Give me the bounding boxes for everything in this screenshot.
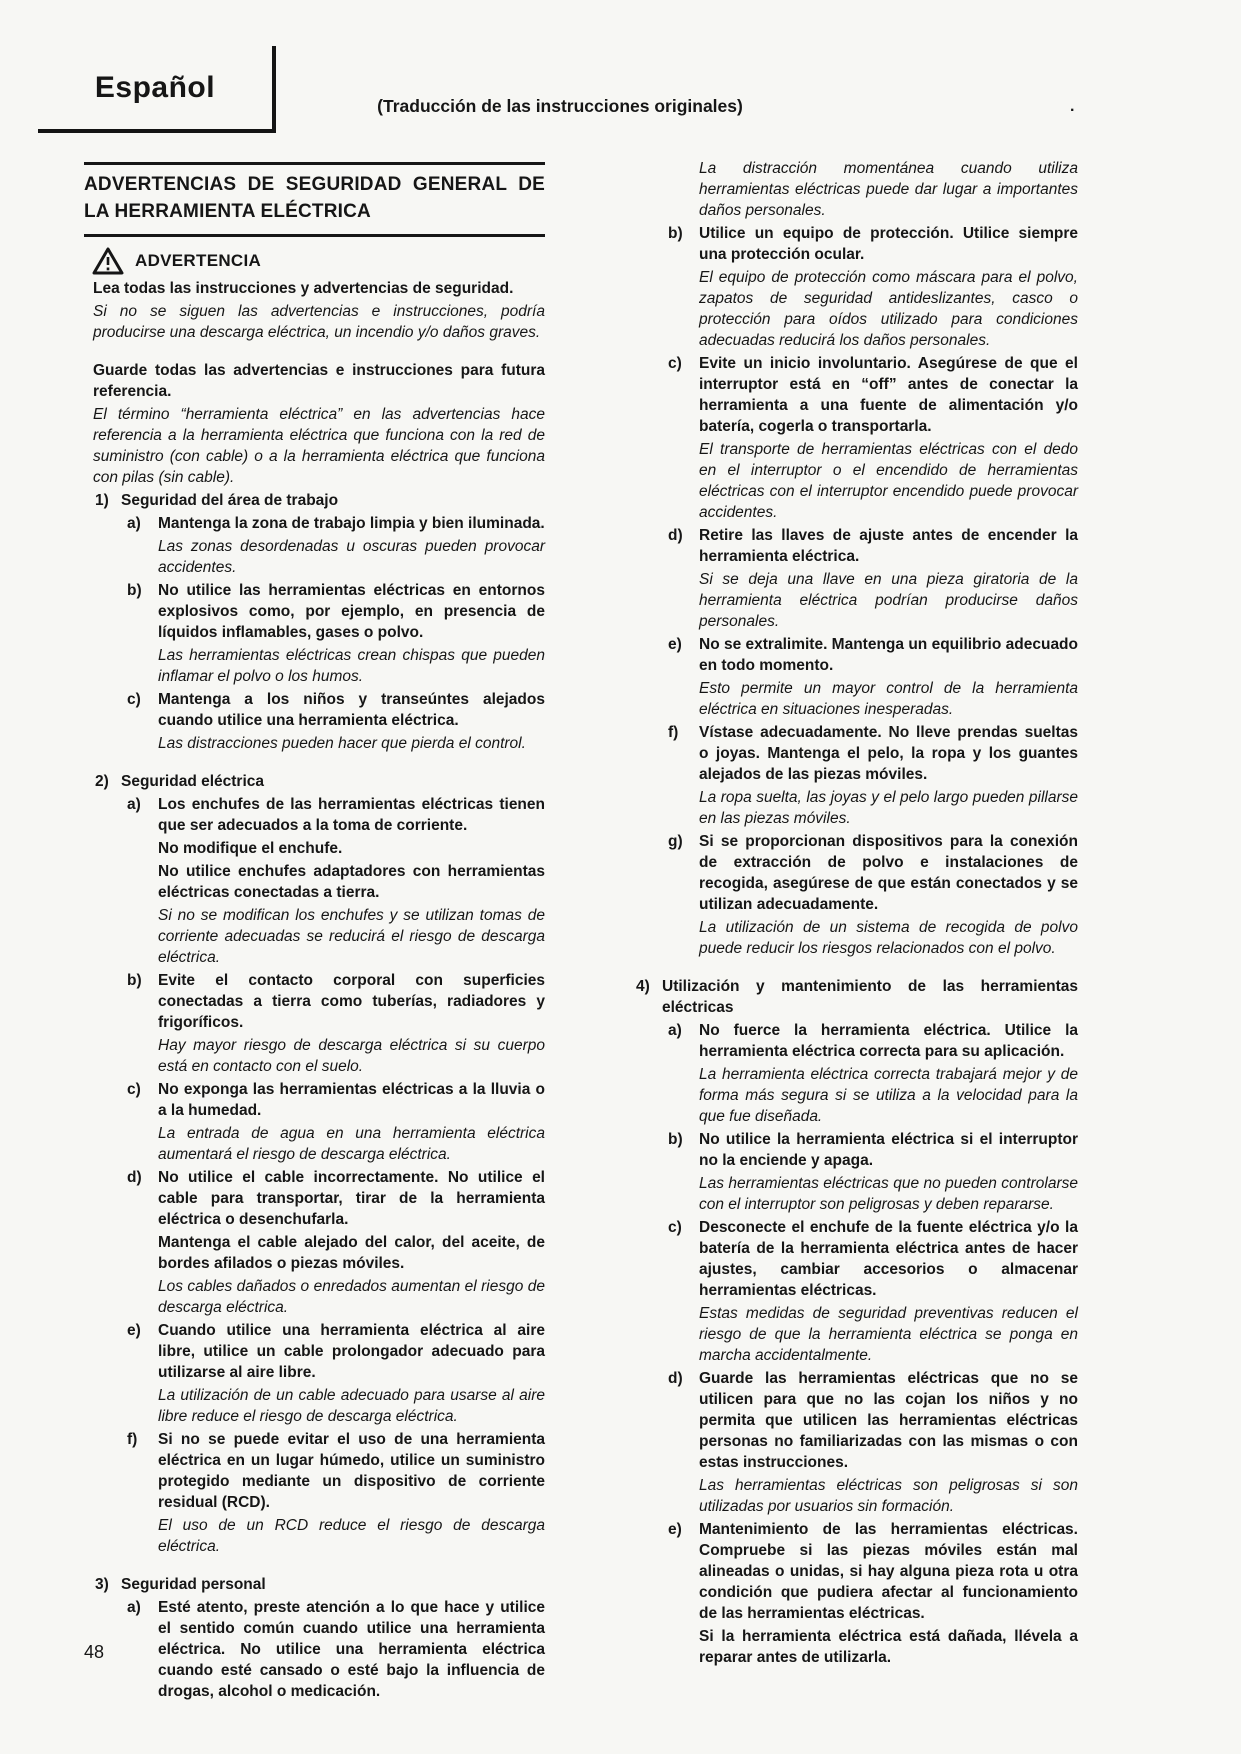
item-label: 1): [95, 492, 109, 510]
item-text: Desconecte el enchufe de la fuente eléctrica y/o la batería de la herramienta eléctrica antes de hacer ajustes, cambiar accesorios o almacenar herramientas eléctricas.: [699, 1219, 1078, 1299]
list-item-b: [127, 580, 545, 643]
right-column-text: [625, 158, 1078, 1668]
list-item-c: [127, 1079, 545, 1121]
list-item-a: [127, 513, 545, 534]
item-label: d): [668, 1370, 683, 1387]
item-text: Utilice un equipo de protección. Utilice siempre una protección ocular.: [699, 225, 1078, 263]
item-label: g): [668, 833, 683, 850]
item-text: Evite el contacto corporal con superficies conectadas a tierra como tuberías, radiadores y frigoríficos.: [158, 972, 545, 1032]
list-item-a: [668, 1020, 1078, 1062]
paragraph: La utilización de un cable adecuado para usarse al aire libre reduce el riesgo de descarga eléctrica.: [158, 1387, 545, 1426]
item-label: e): [127, 1322, 141, 1340]
left-column: [84, 162, 545, 1704]
warning-label: ADVERTENCIA: [135, 251, 262, 271]
paragraph: Las distracciones pueden hacer que pierda el control.: [158, 735, 526, 753]
list-item-e: [127, 1320, 545, 1383]
scan-artifact-dot: .: [1070, 98, 1075, 115]
list-item-c: [668, 1217, 1078, 1301]
paragraph: Las herramientas eléctricas que no pueden controlarse con el interruptor son peligrosas y deben repararse.: [699, 1175, 1078, 1213]
item-label: f): [127, 1431, 138, 1449]
item-text: Seguridad personal: [121, 1576, 266, 1594]
paragraph: Las zonas desordenadas u oscuras pueden provocar accidentes.: [158, 538, 545, 577]
list-item-c: [668, 353, 1078, 437]
paragraph: No utilice enchufes adaptadores con herramientas eléctricas conectadas a tierra.: [158, 863, 545, 902]
paragraph: Si se deja una llave en una pieza giratoria de la herramienta eléctrica podrían producirse daños personales.: [699, 571, 1078, 630]
item-label: c): [668, 355, 682, 372]
list-item-b: [668, 1129, 1078, 1171]
item-text: Si no se puede evitar el uso de una herramienta eléctrica en un lugar húmedo, utilice un suministro protegido mediante un dispositivo de corriente residual (RCD).: [158, 1431, 545, 1512]
spacer: [625, 961, 1078, 976]
list-item-d: [127, 1167, 545, 1230]
section-heading-3: [95, 1574, 545, 1595]
section-heading-4: [636, 976, 1078, 1018]
item-text: Guarde las herramientas eléctricas que no se utilicen para que no las cojan los niños y no permita que utilicen las herramientas eléctricas personas no familiarizadas con las mismas o con estas instrucciones.: [699, 1370, 1078, 1471]
item-text: No utilice las herramientas eléctricas en entornos explosivos como, por ejemplo, en presencia de líquidos inflamables, gases o polvo.: [158, 582, 545, 642]
item-label: b): [127, 582, 142, 600]
item-label: c): [668, 1219, 682, 1236]
section-title: ADVERTENCIAS DE SEGURIDAD GENERAL DE LA HERRAMIENTA ELÉCTRICA: [84, 162, 545, 237]
paragraph: Mantenga el cable alejado del calor, del aceite, de bordes afilados o piezas móviles.: [158, 1234, 545, 1273]
paragraph: Guarde todas las advertencias e instrucciones para futura referencia.: [93, 362, 545, 401]
item-label: a): [127, 515, 141, 533]
paragraph: Los cables dañados o enredados aumentan el riesgo de descarga eléctrica.: [158, 1278, 545, 1317]
list-item-e: [668, 634, 1078, 676]
item-label: 2): [95, 773, 109, 791]
item-text: Si se proporcionan dispositivos para la conexión de extracción de polvo e instalaciones de recogida, asegúrese de que están conectados y se utilizan adecuadamente.: [699, 833, 1078, 913]
item-label: e): [668, 1521, 682, 1538]
list-item-f: [127, 1429, 545, 1513]
paragraph: El término “herramienta eléctrica” en las advertencias hace referencia a la herramienta eléctrica que funciona con la red de suministro (con cable) o a la herramienta eléctrica que funciona con pilas (sin cable).: [93, 406, 545, 487]
item-text: No fuerce la herramienta eléctrica. Utilice la herramienta eléctrica correcta para su aplicación.: [699, 1022, 1078, 1060]
language-label: Español: [94, 70, 216, 104]
item-label: b): [668, 225, 683, 242]
list-item-f: [668, 722, 1078, 785]
item-label: c): [127, 1081, 141, 1099]
item-label: b): [668, 1131, 683, 1148]
paragraph: El equipo de protección como máscara para el polvo, zapatos de seguridad antideslizantes, casco o protección para oídos utilizado para condiciones adecuadas reducirá los daños personales.: [699, 269, 1078, 349]
paragraph: Estas medidas de seguridad preventivas reducen el riesgo de que la herramienta eléctrica se ponga en marcha accidentalmente.: [699, 1305, 1078, 1364]
item-text: Mantenga la zona de trabajo limpia y bien iluminada.: [158, 515, 545, 533]
item-text: Mantenimiento de las herramientas eléctricas. Compruebe si las piezas móviles están mal alineadas o unidas, si hay alguna pieza rota u otra condición que pudiera afectar al funcionamiento de las herramientas eléctricas.: [699, 1521, 1078, 1622]
paragraph: La ropa suelta, las joyas y el pelo largo pueden pillarse en las piezas móviles.: [699, 789, 1078, 827]
item-text: No utilice la herramienta eléctrica si el interruptor no la enciende y apaga.: [699, 1131, 1078, 1169]
spacer: [84, 345, 545, 360]
paragraph: La entrada de agua en una herramienta eléctrica aumentará el riesgo de descarga eléctrica.: [158, 1125, 545, 1164]
paragraph: Lea todas las instrucciones y advertencias de seguridad.: [93, 280, 514, 298]
item-text: Seguridad eléctrica: [121, 773, 265, 791]
spacer: [84, 756, 545, 771]
left-column-text: [84, 278, 545, 1702]
paragraph: Si la herramienta eléctrica está dañada, llévela a reparar antes de utilizarla.: [699, 1628, 1078, 1666]
paragraph: No modifique el enchufe.: [158, 840, 343, 858]
paragraph: Si no se modifican los enchufes y se utilizan tomas de corriente adecuadas se reducirá el riesgo de descarga eléctrica.: [158, 907, 545, 967]
list-item-e: [668, 1519, 1078, 1624]
item-text: No utilice el cable incorrectamente. No utilice el cable para transportar, tirar de la herramienta eléctrica o desenchufarla.: [158, 1169, 545, 1229]
page-number: 48: [84, 1642, 105, 1662]
item-text: Los enchufes de las herramientas eléctricas tienen que ser adecuados a la toma de corriente.: [158, 796, 545, 835]
item-label: a): [127, 1599, 141, 1617]
list-item-b: [668, 223, 1078, 265]
spacer: [84, 1559, 545, 1574]
item-label: e): [668, 636, 682, 653]
list-item-d: [668, 1368, 1078, 1473]
item-label: d): [668, 527, 683, 544]
item-label: c): [127, 691, 141, 709]
right-column: [625, 158, 1078, 1670]
item-text: No se extralimite. Mantenga un equilibrio adecuado en todo momento.: [699, 636, 1078, 674]
item-text: Esté atento, preste atención a lo que hace y utilice el sentido común cuando utilice una herramienta eléctrica. No utilice una herramienta eléctrica cuando esté cansado o esté bajo la influencia de drogas, alcohol o medicación.: [158, 1599, 545, 1701]
page-subtitle: (Traducción de las instrucciones originales): [377, 96, 743, 116]
language-tab: [38, 46, 276, 133]
item-label: f): [668, 724, 679, 741]
paragraph: El uso de un RCD reduce el riesgo de descarga eléctrica.: [158, 1517, 545, 1556]
list-item-a: [127, 794, 545, 836]
paragraph: La utilización de un sistema de recogida de polvo puede reducir los riesgos relacionados con el polvo.: [699, 919, 1078, 957]
item-label: 3): [95, 1576, 109, 1594]
paragraph: La herramienta eléctrica correcta trabajará mejor y de forma más segura si se utiliza a la velocidad para la que fue diseñada.: [699, 1066, 1078, 1125]
item-label: 4): [636, 978, 650, 995]
item-text: Utilización y mantenimiento de las herramientas eléctricas: [662, 978, 1078, 1016]
item-label: b): [127, 972, 142, 990]
warning-header: [92, 247, 545, 275]
item-text: Evite un inicio involuntario. Asegúrese de que el interruptor está en “off” antes de conectar la herramienta a una fuente de alimentación y/o batería, cogerla o transportarla.: [699, 355, 1078, 435]
paragraph: Las herramientas eléctricas crean chispas que pueden inflamar el polvo o los humos.: [158, 647, 545, 686]
paragraph: Esto permite un mayor control de la herramienta eléctrica en situaciones inesperadas.: [699, 680, 1078, 718]
item-text: Retire las llaves de ajuste antes de encender la herramienta eléctrica.: [699, 527, 1078, 565]
paragraph: Hay mayor riesgo de descarga eléctrica si su cuerpo está en contacto con el suelo.: [158, 1037, 545, 1076]
item-text: Seguridad del área de trabajo: [121, 492, 339, 510]
item-label: a): [127, 796, 141, 814]
list-item-b: [127, 970, 545, 1033]
item-text: No exponga las herramientas eléctricas a la lluvia o a la humedad.: [158, 1081, 545, 1120]
list-item-d: [668, 525, 1078, 567]
paragraph: La distracción momentánea cuando utiliza herramientas eléctricas puede dar lugar a importantes daños personales.: [699, 160, 1078, 219]
item-text: Vístase adecuadamente. No lleve prendas sueltas o joyas. Mantenga el pelo, la ropa y los guantes alejados de las piezas móviles.: [699, 724, 1078, 783]
item-label: a): [668, 1022, 682, 1039]
section-heading-2: [95, 771, 545, 792]
paragraph: Si no se siguen las advertencias e instrucciones, podría producirse una descarga eléctrica, un incendio y/o daños graves.: [93, 303, 545, 342]
item-text: Mantenga a los niños y transeúntes alejados cuando utilice una herramienta eléctrica.: [158, 691, 545, 730]
item-text: Cuando utilice una herramienta eléctrica al aire libre, utilice un cable prolongador adecuado para utilizarse al aire libre.: [158, 1322, 545, 1382]
paragraph: Las herramientas eléctricas son peligrosas si son utilizadas por usuarios sin formación.: [699, 1477, 1078, 1515]
item-label: d): [127, 1169, 142, 1187]
list-item-c: [127, 689, 545, 731]
list-item-g: [668, 831, 1078, 915]
list-item-a: [127, 1597, 545, 1702]
paragraph: El transporte de herramientas eléctricas con el dedo en el interruptor o el encendido de herramientas eléctricas con el interruptor encendido puede provocar accidentes.: [699, 441, 1078, 521]
section-heading-1: [95, 490, 545, 511]
warning-triangle-icon: [92, 247, 124, 275]
